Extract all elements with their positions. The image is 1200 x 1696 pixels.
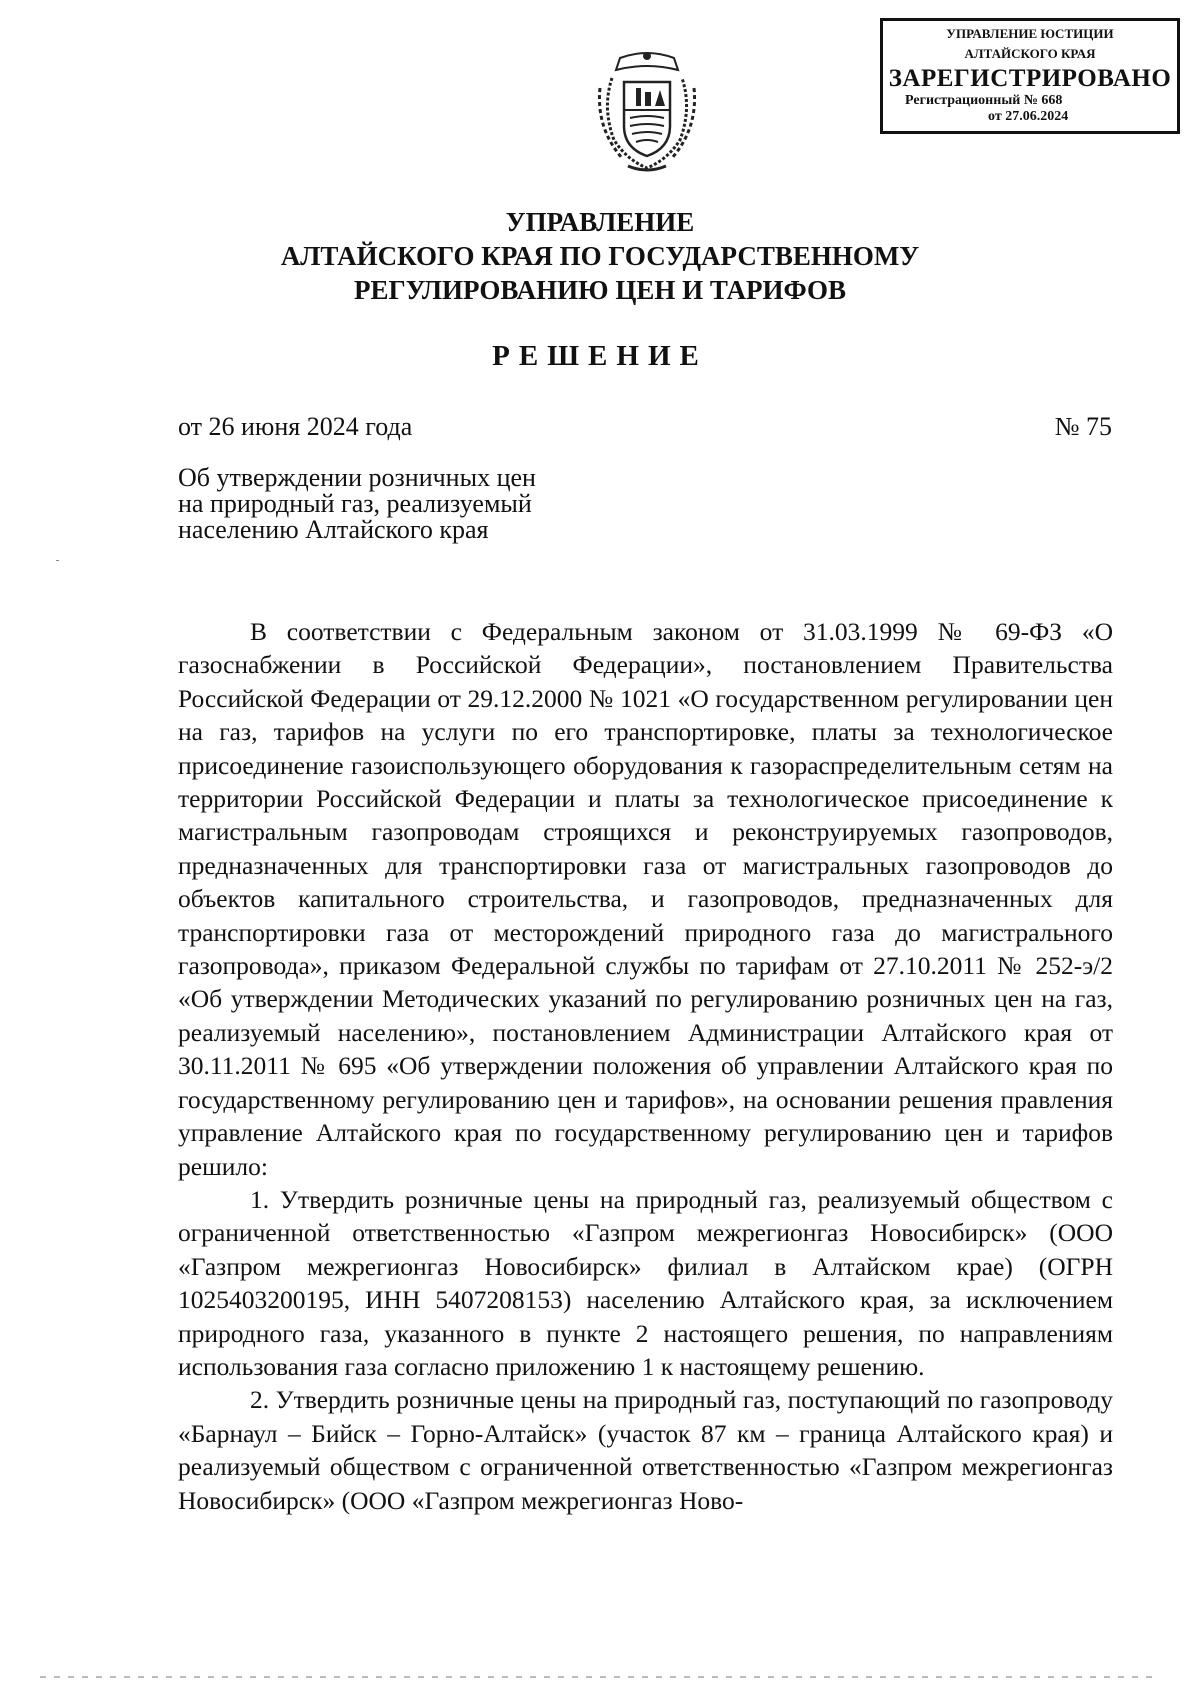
document-date: от 26 июня 2024 года bbox=[178, 412, 413, 441]
document-body bbox=[178, 615, 1113, 1517]
subject-line2: на природный газ, реализуемый bbox=[178, 489, 532, 518]
scan-bottom-edge bbox=[40, 1676, 1160, 1678]
body-item-2: 2. Утвердить розничные цены на природный газ, поступающий по газопроводу «Барнаул – Бийск – Горно-Алтайск» (участок 87 км – граница Алтайского края) и реализуемый обществом с ограниченной ответственностью «Газпром межрегионгаз Новосибирск» (ООО «Газпром межрегионгаз Ново- bbox=[178, 1385, 1113, 1515]
body-item-1: 1. Утвердить розничные цены на природный газ, реализуемый обществом с ограниченной ответственностью «Газпром межрегионгаз Новосибирск» (ООО «Газпром межрегионгаз Новосибирск» филиал в Алтайском крае) (ОГРН 1025403200195, ИНН 5407208153) населению Алтайского края, за исключением природного газа, указанного в пункте 2 настоящего решения, по направлениям использования газа согласно приложению 1 к настоящему решению. bbox=[178, 1184, 1113, 1381]
subject-line3: населению Алтайского края bbox=[178, 515, 489, 544]
registration-stamp bbox=[880, 18, 1180, 134]
stamp-reg-number: Регистрационный № 668 bbox=[905, 93, 1063, 108]
body-preamble: В соответствии с Федеральным законом от 31.03.1999 № 69-ФЗ «О газоснабжении в Российской Федерации», постановлением Правительства Российской Федерации от 29.12.2000 № 1021 «О государственном регулировании цен на газ, тарифов на услуги по его транспортировке, платы за технологическое присоединение газоиспользующего оборудования к газораспределительным сетям на территории Российской Федерации и платы за технологическое присоединение к магистральным газопроводам строящихся и реконструируемых газопроводов, предназначенных для транспортировки газа от магистральных газопроводов до объектов капитального строительства, и газопроводов, предназначенных для транспортировки газа от месторождений природного газа до магистрального газопровода», приказом Федеральной службы по тарифам от 27.10.2011 № 252-э/2 «Об утверждении Методических указаний по регулированию розничных цен на газ, реализуемый населению», постановлением Администрации Алтайского края от 30.11.2011 № 695 «Об утверждении положения об управлении Алтайского края по государственному регулированию цен и тарифов», на основании решения правления управление Алтайского края по государственному регулированию цен и тарифов решило: bbox=[178, 617, 1113, 1181]
document-subject bbox=[178, 465, 638, 543]
coat-of-arms-icon bbox=[592, 48, 702, 176]
agency-name bbox=[240, 205, 960, 307]
stamp-status: ЗАРЕГИСТРИРОВАНО bbox=[888, 65, 1172, 92]
stamp-reg-date: от 27.06.2024 bbox=[988, 109, 1069, 124]
stamp-org-line2: АЛТАЙСКОГО КРАЯ bbox=[964, 46, 1096, 61]
agency-line1: УПРАВЛЕНИЕ bbox=[505, 207, 695, 237]
agency-line2: АЛТАЙСКОГО КРАЯ ПО ГОСУДАРСТВЕННОМУ bbox=[280, 241, 920, 271]
document-type: РЕШЕНИЕ bbox=[492, 340, 708, 372]
document-number: № 75 bbox=[1054, 412, 1112, 441]
stamp-org-line1: УПРАВЛЕНИЕ ЮСТИЦИИ bbox=[946, 26, 1114, 41]
agency-line3: РЕГУЛИРОВАНИЮ ЦЕН И ТАРИФОВ bbox=[353, 275, 847, 305]
subject-line1: Об утверждении розничных цен bbox=[178, 463, 536, 492]
scan-artifact bbox=[56, 560, 59, 561]
